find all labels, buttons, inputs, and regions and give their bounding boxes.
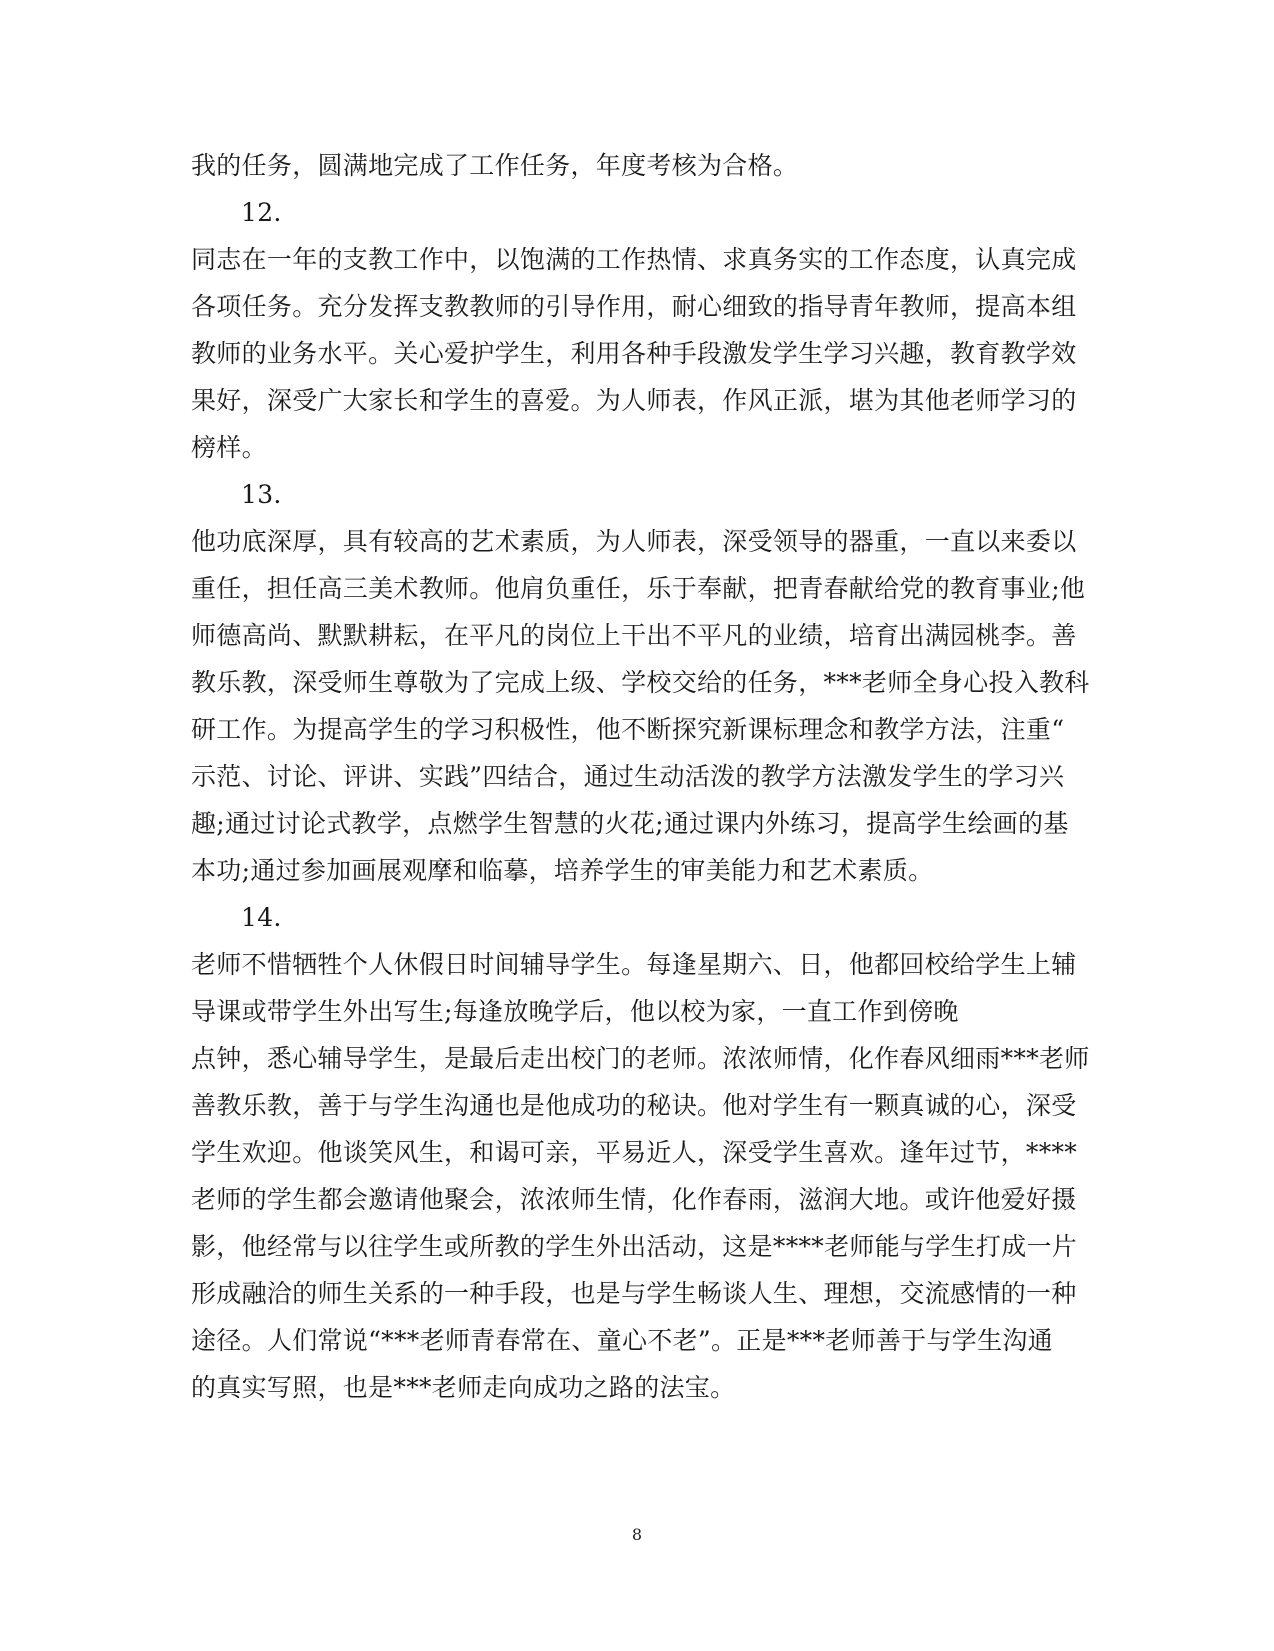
paragraph-line: 示范、讨论、评讲、实践”四结合，通过生动活泼的教学方法激发学生的学习兴 [191, 762, 1065, 791]
paragraph-line: 趣;通过讨论式教学，点燃学生智慧的火花;通过课内外练习，提高学生绘画的基 [191, 809, 1069, 838]
paragraph-line: 的真实写照，也是***老师走向成功之路的法宝。 [191, 1373, 736, 1402]
paragraph-line: 途径。人们常说“***老师青春常在、童心不老”。正是***老师善于与学生沟通 [191, 1326, 1053, 1355]
paragraph-line: 师德高尚、默默耕耘，在平凡的岗位上干出不平凡的业绩，培育出满园桃李。善 [191, 621, 1077, 650]
paragraph-line: 点钟，悉心辅导学生，是最后走出校门的老师。浓浓师情，化作春风细雨***老师 [191, 1044, 1090, 1073]
paragraph-line: 同志在一年的支教工作中，以饱满的工作热情、求真务实的工作态度，认真完成 [191, 245, 1077, 274]
paragraph-line: 教乐教，深受师生尊敬为了完成上级、学校交给的任务，***老师全身心投入教科 [191, 668, 1090, 697]
paragraph-line: 果好，深受广大家长和学生的喜爱。为人师表，作风正派，堪为其他老师学习的 [191, 386, 1077, 415]
item-number: 13. [241, 480, 282, 509]
item-number: 12. [241, 198, 282, 227]
paragraph-line: 重任，担任高三美术教师。他肩负重任，乐于奉献，把青春献给党的教育事业;他 [191, 574, 1086, 603]
paragraph-line: 老师的学生都会邀请他聚会，浓浓师生情，化作春雨，滋润大地。或许他爱好摄 [191, 1185, 1077, 1214]
paragraph-line: 本功;通过参加画展观摩和临摹，培养学生的审美能力和艺术素质。 [191, 856, 934, 885]
paragraph-line: 他功底深厚，具有较高的艺术素质，为人师表，深受领导的器重，一直以来委以 [191, 527, 1077, 556]
paragraph-line: 善教乐教，善于与学生沟通也是他成功的秘诀。他对学生有一颗真诚的心，深受 [191, 1091, 1077, 1120]
paragraph-line: 影，他经常与以往学生或所教的学生外出活动，这是****老师能与学生打成一片 [191, 1232, 1078, 1261]
paragraph-line: 我的任务，圆满地完成了工作任务，年度考核为合格。 [191, 151, 799, 180]
paragraph-line: 导课或带学生外出写生;每逢放晚学后，他以校为家，一直工作到傍晚 [191, 997, 959, 1026]
paragraph-line: 研工作。为提高学生的学习积极性，他不断探究新课标理念和教学方法，注重“ [191, 715, 1065, 744]
paragraph-line: 学生欢迎。他谈笑风生，和谒可亲，平易近人，深受学生喜欢。逢年过节，**** [191, 1138, 1078, 1167]
paragraph-line: 各项任务。充分发挥支教教师的引导作用，耐心细致的指导青年教师，提高本组 [191, 292, 1077, 321]
item-number: 14. [241, 903, 282, 932]
paragraph-line: 教师的业务水平。关心爱护学生，利用各种手段激发学生学习兴趣，教育教学效 [191, 339, 1077, 368]
paragraph-line: 榜样。 [191, 433, 267, 462]
page-number: 8 [631, 1525, 643, 1544]
paragraph-line: 老师不惜牺牲个人休假日时间辅导学生。每逢星期六、日，他都回校给学生上辅 [191, 950, 1077, 979]
paragraph-line: 形成融洽的师生关系的一种手段，也是与学生畅谈人生、理想，交流感情的一种 [191, 1279, 1077, 1308]
